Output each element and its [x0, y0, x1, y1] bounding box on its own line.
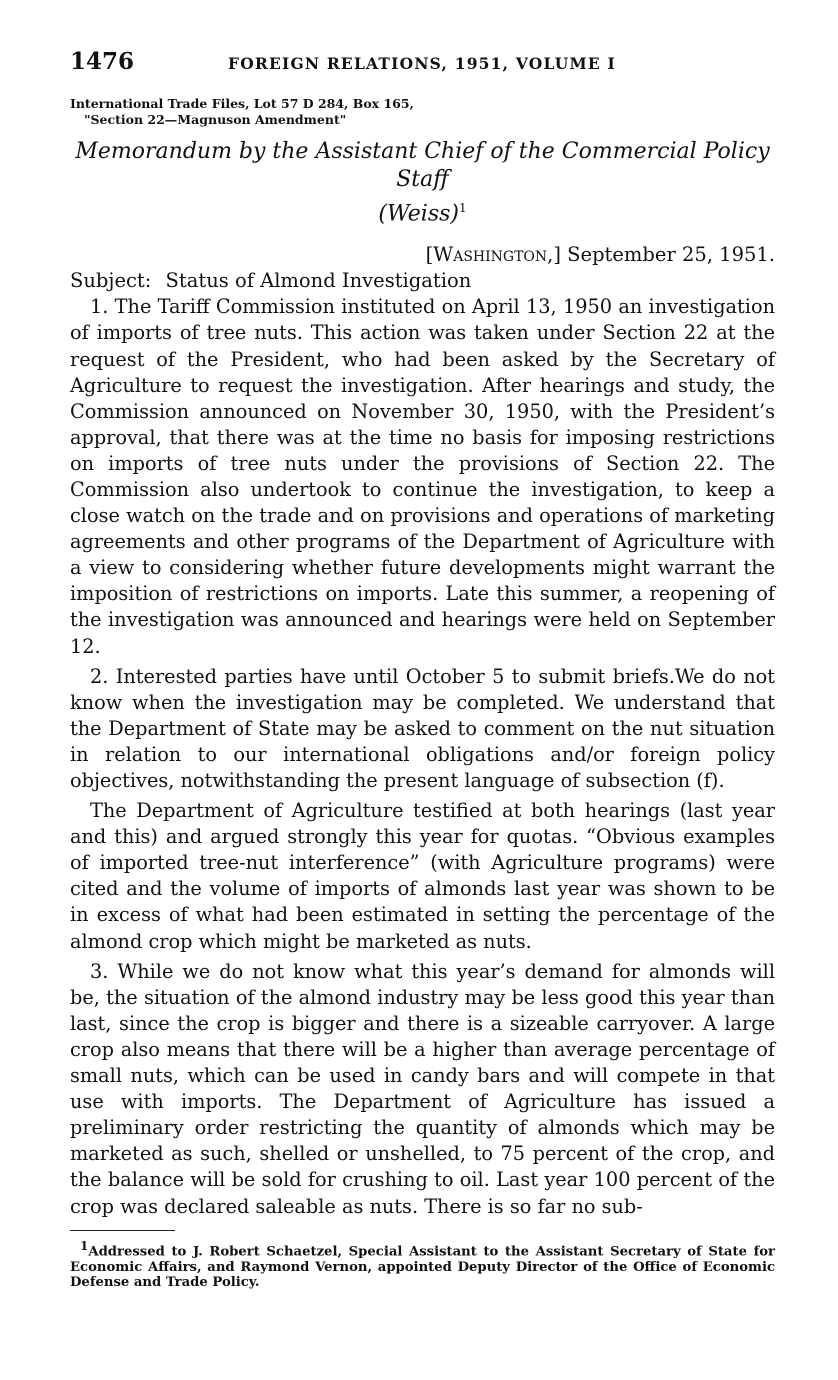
- subject-line: [70, 268, 775, 294]
- paragraph: The Department of Agriculture testified at both hearings (last year and this) and argued strongly this year for quotas. “Obvious examples of imported tree-nut interference” (with Agriculture programs) were cited and the volume of imports of almonds last year was shown to be in excess of what had been estimated in setting the percentage of the almond crop which might be marketed as nuts.: [70, 799, 775, 953]
- footnote-divider: [70, 1230, 175, 1231]
- file-reference-line-1: International Trade Files, Lot 57 D 284, Box 165,: [70, 96, 414, 111]
- footnote-reference: 1: [458, 201, 467, 215]
- subject-text: Status of Almond Investigation: [165, 269, 472, 293]
- file-reference-line-2: "Section 22—Magnuson Amendment": [84, 112, 347, 127]
- footnote-text: Addressed to J. Robert Schaetzel, Special Assistant to the Assistant Secretary of State for Economic Affairs, and Raymond Vernon, appointed Deputy Director of the Office of Economic Defense and Trade Policy.: [70, 1244, 775, 1290]
- dateline: [70, 242, 775, 268]
- subject-label: Subject:: [70, 269, 152, 293]
- dateline-date: September 25, 1951.: [567, 243, 775, 267]
- page-number: 1476: [70, 48, 135, 75]
- dateline-place: [Washington,]: [425, 243, 561, 267]
- footnote: [70, 1239, 775, 1291]
- document-title: [70, 138, 775, 228]
- paragraph: 3. While we do not know what this year’s demand for almonds will be, the situation of the almond industry may be less good this year than last, since the crop is bigger and there is a sizeable carryover. A large crop also means that there will be a higher than average percentage of small nuts, which can be used in candy bars and will compete in that use with imports. The Department of Agriculture has issued a preliminary order restricting the quantity of almonds which may be marketed as such, shelled or unshelled, to 75 percent of the crop, and the balance will be sold for crushing to oil. Last year 100 percent of the crop was declared saleable as nuts. There is so far no sub-: [70, 959, 775, 1218]
- document-page: [70, 48, 775, 1291]
- document-title-line-2: (Weiss): [378, 201, 459, 227]
- document-title-line-1: Memorandum by the Assistant Chief of the Commercial Policy Staff: [75, 139, 770, 192]
- paragraph: 1. The Tariff Commission instituted on April 13, 1950 an investigation of imports of tree nuts. This action was taken under Section 22 at the request of the President, who had been asked by the Secretary of Agriculture to request the investigation. After hearings and study, the Commission announced on November 30, 1950, with the President’s approval, that there was at the time no basis for imposing restrictions on imports of tree nuts under the provisions of Section 22. The Commission also undertook to continue the investigation, to keep a close watch on the trade and on provisions and operations of marketing agreements and other programs of the Department of Agriculture with a view to considering whether future developments might warrant the imposition of restrictions on imports. Late this summer, a reopening of the investigation was announced and hearings were held on September 12.: [70, 295, 775, 658]
- running-header: [70, 48, 775, 88]
- footnote-marker: 1: [80, 1238, 89, 1253]
- file-reference: [70, 96, 775, 128]
- running-title: FOREIGN RELATIONS, 1951, VOLUME I: [228, 54, 616, 73]
- memo-body: [70, 294, 775, 1219]
- paragraph: 2. Interested parties have until October 5 to submit briefs.We do not know when the investigation may be completed. We understand that the Department of State may be asked to comment on the nut situation in relation to our international obligations and/or foreign policy objectives, notwithstanding the present language of subsection (f).: [70, 664, 775, 793]
